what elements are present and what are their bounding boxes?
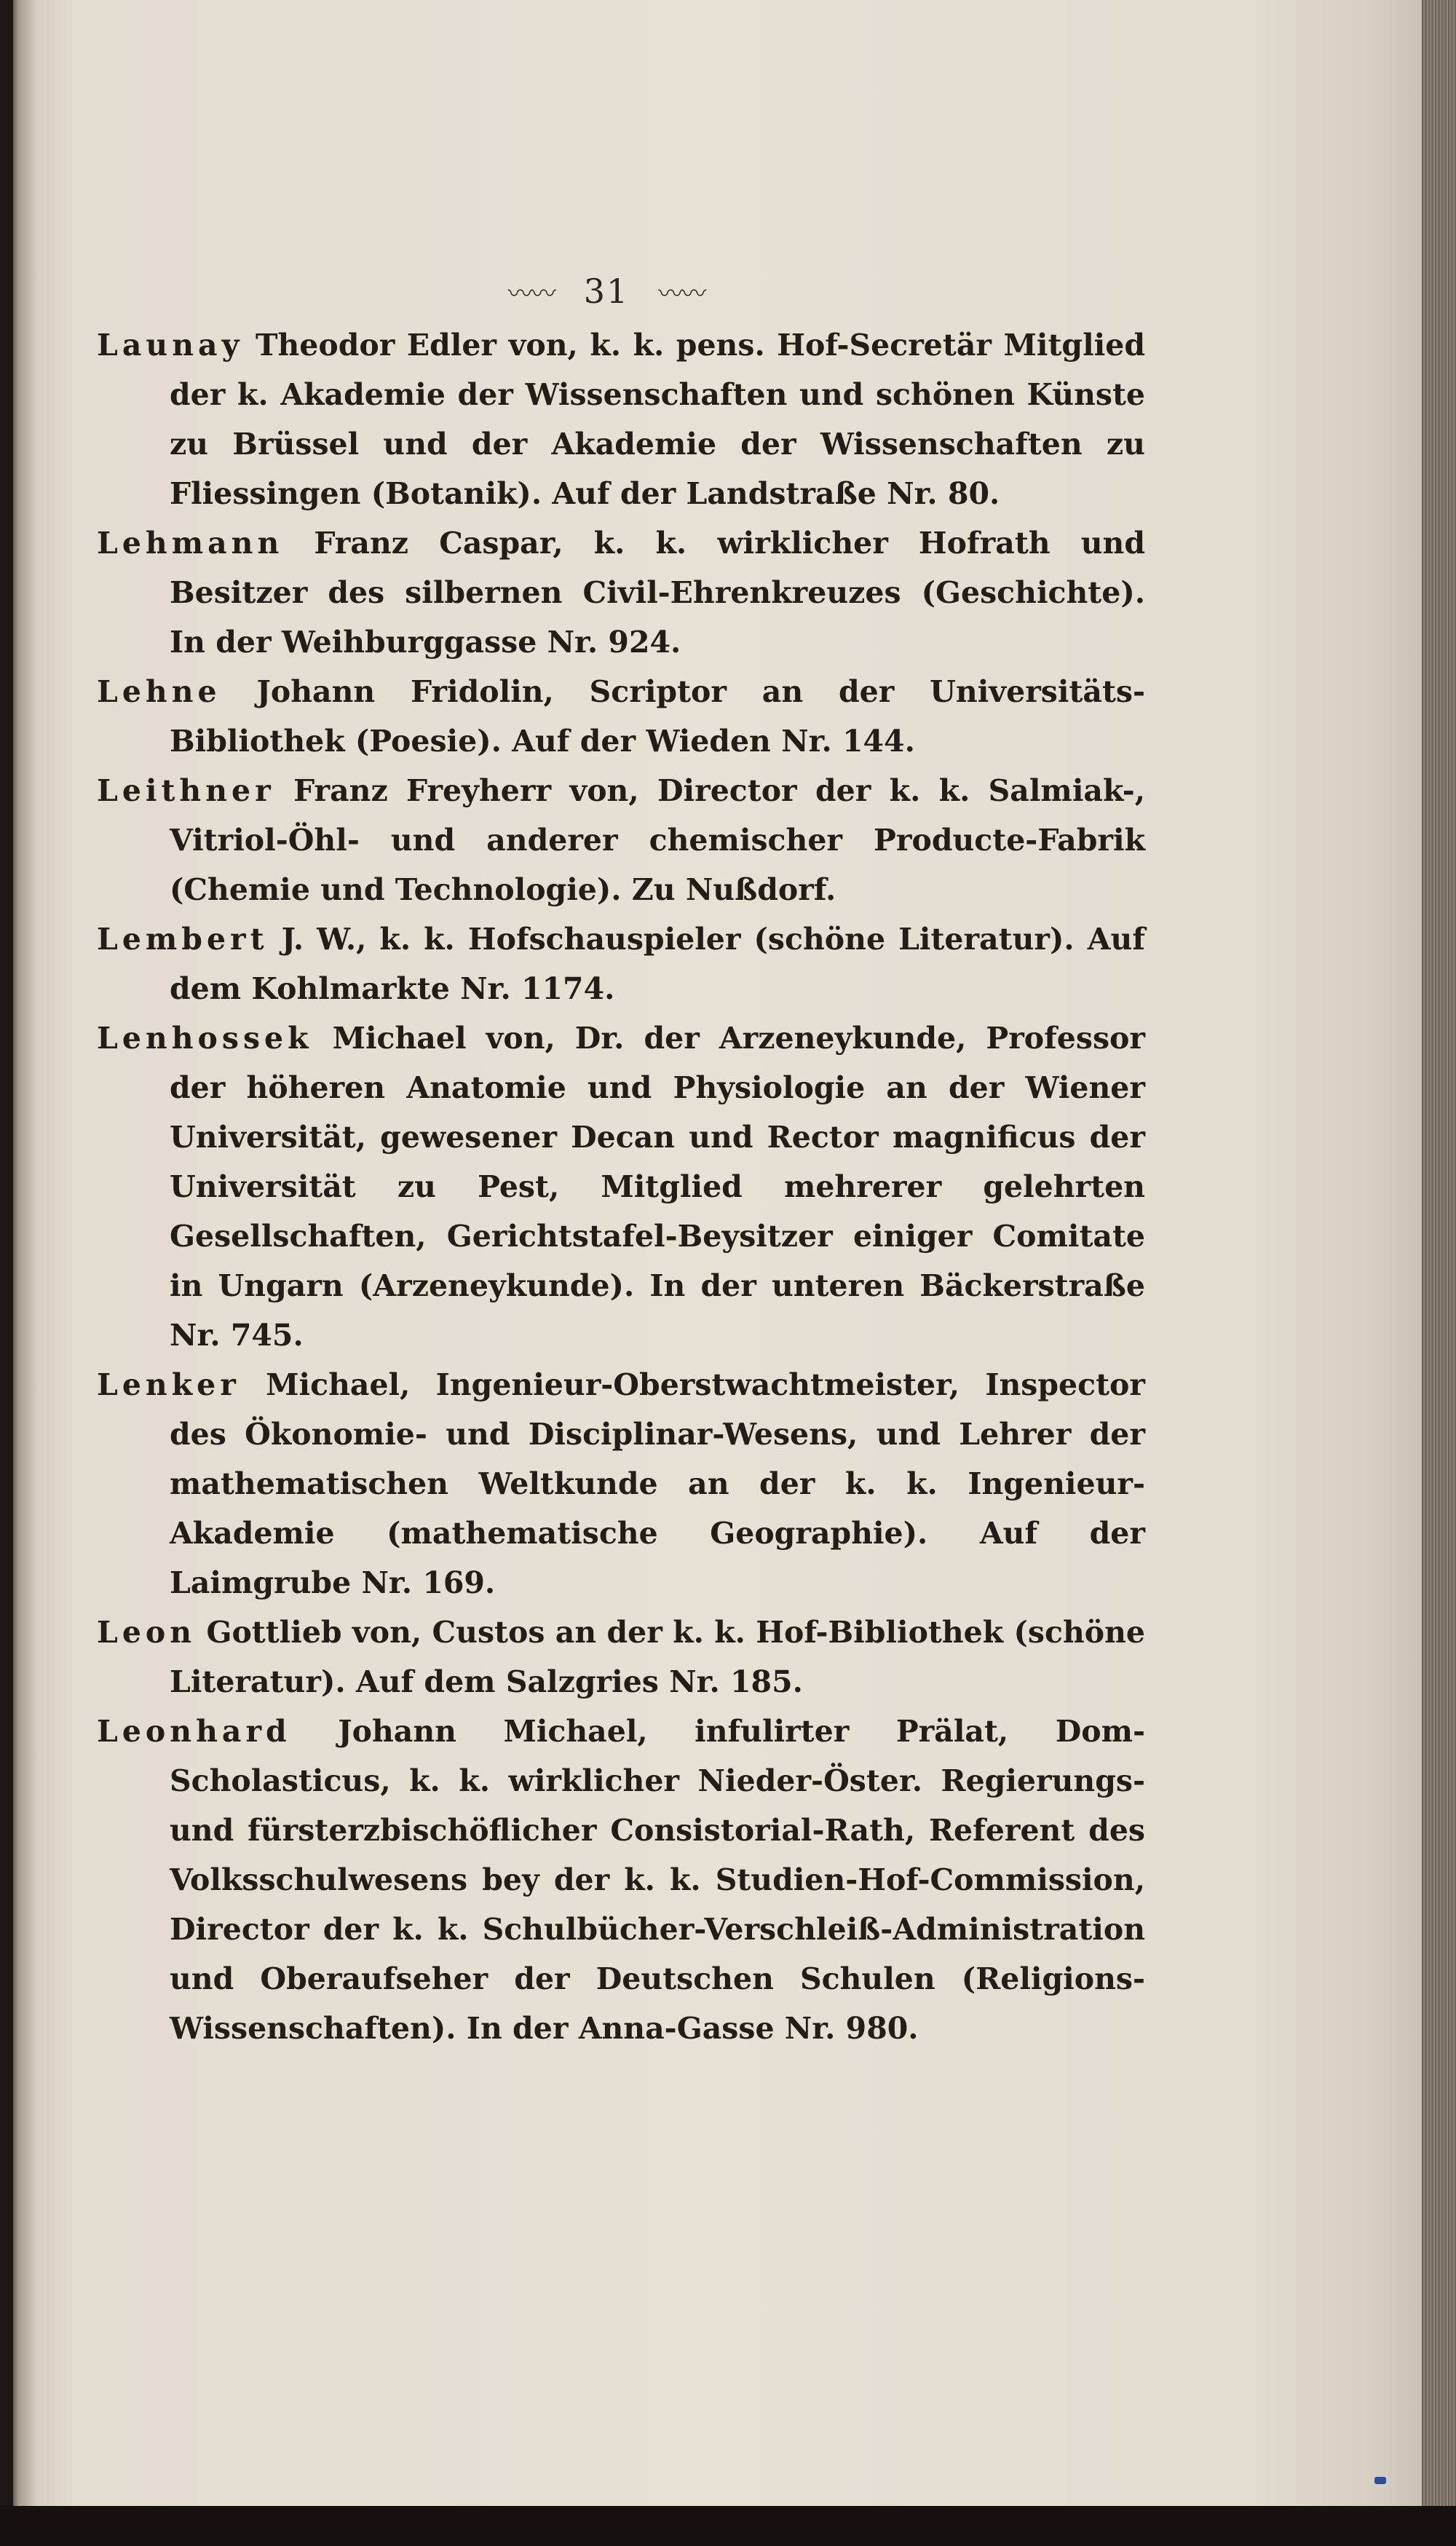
entry-lenker — [97, 1360, 1145, 1608]
entry-text: Franz Freyherr von, Director der k. k. Salmiak-, Vitriol-Öhl- und anderer chemischer Producte-Fabrik (Chemie und Technologie). Zu Nußdorf. — [170, 773, 1145, 907]
entry-surname: Lehmann — [97, 526, 284, 561]
entry-text: Johann Fridolin, Scriptor an der Universitäts-Bibliothek (Poesie). Auf der Wieden Nr. 144. — [170, 674, 1145, 759]
entry-surname: Lenker — [97, 1367, 240, 1402]
entry-lehmann — [97, 518, 1145, 667]
entry-list — [97, 320, 1145, 2053]
entry-surname: Lembert — [97, 922, 269, 957]
entry-surname: Launay — [97, 328, 244, 363]
book-page — [13, 0, 1422, 2508]
ornament-right: 〰〰 — [658, 279, 705, 309]
entry-text: Franz Caspar, k. k. wirklicher Hofrath und Besitzer des silbernen Civil-Ehrenkreuzes (Geschichte). In der Weihburggasse Nr. 924. — [170, 526, 1145, 660]
entry-surname: Leon — [97, 1615, 197, 1650]
page-header — [450, 269, 763, 313]
entry-lehne — [97, 667, 1145, 766]
ornament-left: 〰〰 — [507, 279, 555, 309]
entry-leonhard — [97, 1707, 1145, 2053]
scan-bottom-border — [0, 2506, 1456, 2546]
entry-text: Johann Michael, infulirter Prälat, Dom-Scholasticus, k. k. wirklicher Nieder-Öster. Regierungs- und fürsterzbischöflicher Consistorial-Rath, Referent des Volksschulwesens bey der k. k. Studien-Hof-Commission, Director der k. k. Schulbücher-Verschleiß-Administration und Oberaufseher der Deutschen Schulen (Religions-Wissenschaften). In der Anna-Gasse Nr. 980. — [170, 1714, 1145, 2046]
entry-text: J. W., k. k. Hofschauspieler (schöne Literatur). Auf dem Kohlmarkte Nr. 1174. — [170, 922, 1145, 1006]
entry-text: Michael, Ingenieur-Oberstwachtmeister, Inspector des Ökonomie- und Disciplinar-Wesens, und Lehrer der mathematischen Weltkunde an der k. k. Ingenieur-Akademie (mathematische Geographie). Auf der Laimgrube Nr. 169. — [170, 1367, 1145, 1600]
page-edge — [1422, 0, 1456, 2506]
entry-surname: Lenhossek — [97, 1021, 313, 1056]
page-number: 31 — [583, 272, 630, 311]
entry-leon — [97, 1608, 1145, 1707]
entry-surname: Leonhard — [97, 1714, 291, 1749]
entry-surname: Lehne — [97, 674, 221, 709]
entry-text: Michael von, Dr. der Arzeneykunde, Professor der höheren Anatomie und Physiologie an der Wiener Universität, gewesener Decan und Rector magnificus der Universität zu Pest, Mitglied mehrerer gelehrten Gesellschaften, Gerichtstafel-Beysitzer einiger Comitate in Ungarn (Arzeneykunde). In der unteren Bäckerstraße Nr. 745. — [170, 1021, 1145, 1353]
entry-launay — [97, 320, 1145, 518]
entry-lenhossek — [97, 1013, 1145, 1360]
entry-surname: Leithner — [97, 773, 275, 808]
entry-lembert — [97, 914, 1145, 1013]
blue-speck — [1374, 2477, 1386, 2484]
entry-text: Theodor Edler von, k. k. pens. Hof-Secretär Mitglied der k. Akademie der Wissenschaften und schönen Künste zu Brüssel und der Akademie der Wissenschaften zu Fliessingen (Botanik). Auf der Landstraße Nr. 80. — [170, 328, 1145, 511]
entry-text: Gottlieb von, Custos an der k. k. Hof-Bibliothek (schöne Literatur). Auf dem Salzgries Nr. 185. — [170, 1615, 1145, 1699]
entry-leithner — [97, 766, 1145, 914]
